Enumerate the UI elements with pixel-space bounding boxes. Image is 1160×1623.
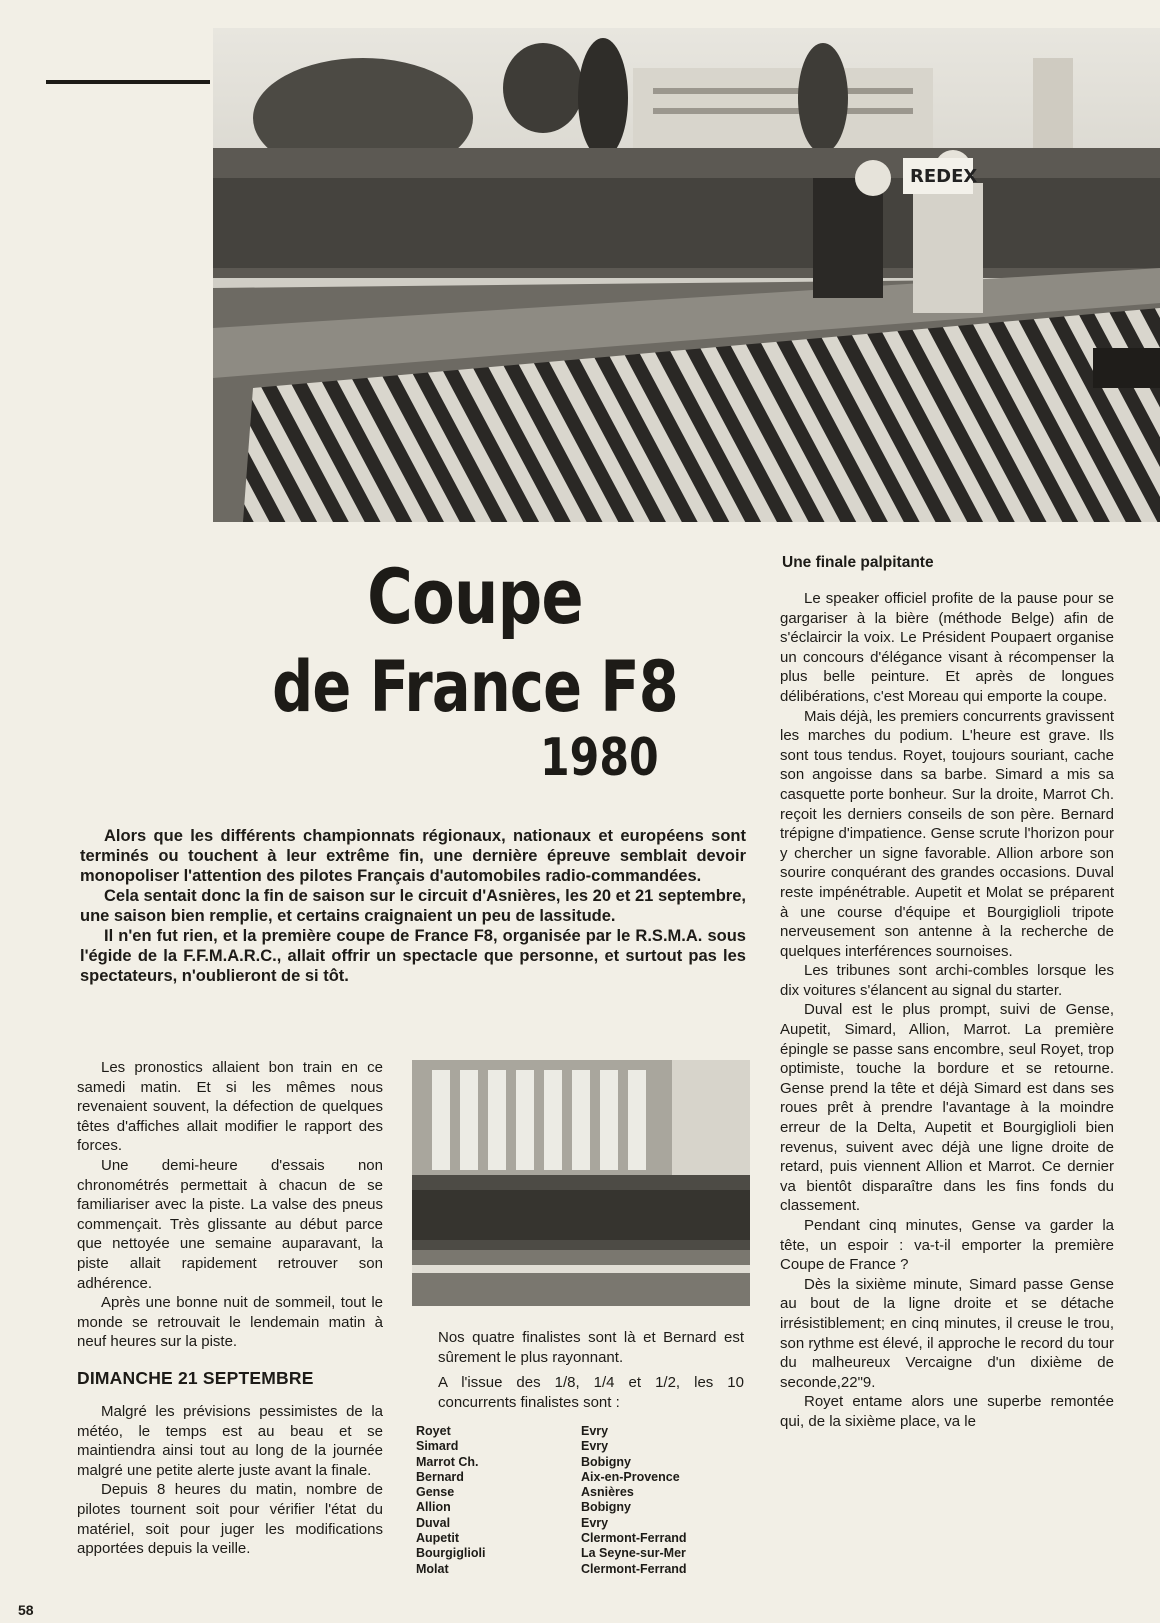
finalist-row <box>416 1439 746 1454</box>
title-line-2: de France F8 <box>272 646 678 728</box>
grandstand-photo <box>412 1060 750 1306</box>
body-para: Royet entame alors une superbe remontée qui, de la sixième place, va le <box>780 1393 1114 1430</box>
body-para: Le speaker officiel profite de la pause pour se gargariser à la bière (méthode Belge) afin de s'éclaircir la voix. Le Président Poupaert organise un concours d'élégance visant à récompenser la plus belle peinture. Et après de longues délibérations, c'est Moreau qui emporte la coupe. <box>780 590 1114 705</box>
finalist-name: Bernard <box>416 1469 464 1484</box>
finalist-name: Simard <box>416 1439 459 1454</box>
intro-text <box>80 826 746 986</box>
column-1b-text <box>77 1402 383 1559</box>
finalist-row <box>416 1531 746 1546</box>
intro-para: Alors que les différents championnats régionaux, nationaux et européens sont terminés ou touchent à leur extrême fin, une dernière épreuve semblait devoir monopoliser l'attention des pilotes Français d'automobiles radio-commandées. <box>80 827 746 885</box>
body-para: Les pronostics allaient bon train en ce samedi matin. Et si les mêmes nous revenaient souvent, la défection de quelques têtes d'affiches allait modifier le rapport des forces. <box>77 1059 383 1155</box>
finalist-row <box>416 1424 746 1439</box>
page-number: 58 <box>18 1602 34 1618</box>
finalist-row <box>416 1470 746 1485</box>
column-1-text <box>77 1058 383 1352</box>
column-3-text <box>780 589 1114 1432</box>
subheading-dimanche: DIMANCHE 21 SEPTEMBRE <box>77 1368 314 1388</box>
finalist-name: Duval <box>416 1515 451 1530</box>
finalist-row <box>416 1500 746 1515</box>
finalist-club: Clermont-Ferrand <box>581 1531 687 1546</box>
finalist-club: Bobigny <box>581 1454 631 1469</box>
header-rule <box>46 80 210 84</box>
finalist-name: Molat <box>416 1561 449 1576</box>
finalist-club: La Seyne-sur-Mer <box>581 1546 686 1561</box>
finalist-row <box>416 1562 746 1577</box>
body-para: Pendant cinq minutes, Gense va garder la tête, un espoir : va-t-il emporter la première Coupe de France ? <box>780 1217 1114 1274</box>
finalists-table <box>416 1424 746 1577</box>
finalist-club: Clermont-Ferrand <box>581 1561 687 1576</box>
race-start-photo <box>213 28 1160 522</box>
body-para: Dès la sixième minute, Simard passe Gense au bout de la ligne droite et se détache irrésistiblement; en cinq minutes, il creuse le trou, son rythme est élevé, il approche le record du tour du malheureux Vercaigne d'un dixième de seconde,22"9. <box>780 1275 1114 1391</box>
title-year: 1980 <box>540 728 659 788</box>
finalist-name: Royet <box>416 1424 451 1438</box>
finalist-name: Gense <box>416 1485 455 1500</box>
finalist-name: Aupetit <box>416 1531 460 1546</box>
body-para: Après une bonne nuit de sommeil, tout le monde se retrouvait le lendemain matin à neuf heures sur la piste. <box>77 1294 383 1351</box>
body-para: Les tribunes sont archi-combles lorsque les dix voitures s'élancent au signal du starter. <box>780 962 1114 999</box>
finalist-name: Marrot Ch. <box>416 1454 479 1469</box>
photo-caption <box>438 1328 744 1412</box>
finalist-club: Bobigny <box>581 1500 631 1515</box>
finalist-row <box>416 1455 746 1470</box>
finalist-club: Evry <box>581 1424 609 1438</box>
caption-text: Nos quatre finalistes sont là et Bernard est sûrement le plus rayonnant. <box>438 1329 744 1366</box>
svg-text:REDEX: REDEX <box>910 166 978 187</box>
intro-para: Cela sentait donc la fin de saison sur le circuit d'Asnières, les 20 et 21 septembre, une saison bien remplie, et certains craignaient un peu de lassitude. <box>80 887 746 925</box>
finalist-club: Evry <box>581 1439 609 1454</box>
subheading-finale: Une finale palpitante <box>782 554 934 571</box>
finalist-name: Allion <box>416 1500 451 1515</box>
intro-para: Il n'en fut rien, et la première coupe de France F8, organisée par le R.S.M.A. sous l'égide de la F.F.M.A.R.C., allait offrir un spectacle que personne, et surtout pas les spectateurs, n'oublieront de si tôt. <box>80 927 746 985</box>
finalist-row <box>416 1546 746 1561</box>
finalist-club: Aix-en-Provence <box>581 1469 680 1484</box>
finalist-row <box>416 1485 746 1500</box>
body-para: Une demi-heure d'essais non chronométrés permettait à chacun de se familiariser avec la piste. La valse des pneus commençait. Très glissante au début parce que nettoyée une semaine auparavant, la piste allait rapidement retrouver son adhérence. <box>77 1156 383 1292</box>
finalist-name: Bourgiglioli <box>416 1546 486 1561</box>
finalist-club: Asnières <box>581 1485 634 1500</box>
article-title <box>195 552 755 728</box>
body-para: Duval est le plus prompt, suivi de Gense, Aupetit, Simard, Allion, Marrot. La première épingle se passe sans encombre, seul Royet, trop optimiste, touche la bordure et se retourne. Gense prend la tête et déjà Simard est dans ses roues prêt à prendre l'avantage à la moindre erreur de la Delta, Aupetit et Bourgiglioli bien revenus, suivent avec déjà une ligne droite de retard, puis viennent Allion et Marrot. Ce dernier va bientôt disparaître dans les fins fonds du classement. <box>780 1001 1114 1215</box>
body-para: Mais déjà, les premiers concurrents gravissent les marches du podium. L'heure est grave. Ils sont tous tendus. Royet, toujours souriant, cache son angoisse dans sa barbe. Simard a mis sa casquette porte bonheur. Sur la droite, Marrot Ch. reçoit les derniers conseils de son père. Bernard trépigne d'impatience. Gense scrute l'horizon pour y chercher un signe favorable. Allion arbore son sourire conquérant des grandes occasions. Duval reste impénétrable. Aupetit et Molat se préparent à une course d'équipe et Bourgiglioli tripote nerveusement son antenne à la recherche de quelques interférences sournoises. <box>780 707 1114 960</box>
body-para: Depuis 8 heures du matin, nombre de pilotes tournent soit pour vérifier l'état du matériel, soit pour juger les modifications apportées depuis la veille. <box>77 1481 383 1558</box>
finalists-intro: A l'issue des 1/8, 1/4 et 1/2, les 10 concurrents finalistes sont : <box>438 1374 744 1411</box>
finalist-row <box>416 1516 746 1531</box>
body-para: Malgré les prévisions pessimistes de la météo, le temps est au beau et se maintiendra ainsi tout au long de la journée malgré une petite alerte juste avant la finale. <box>77 1403 383 1479</box>
title-line-1: Coupe <box>367 552 583 641</box>
finalist-club: Evry <box>581 1515 609 1530</box>
